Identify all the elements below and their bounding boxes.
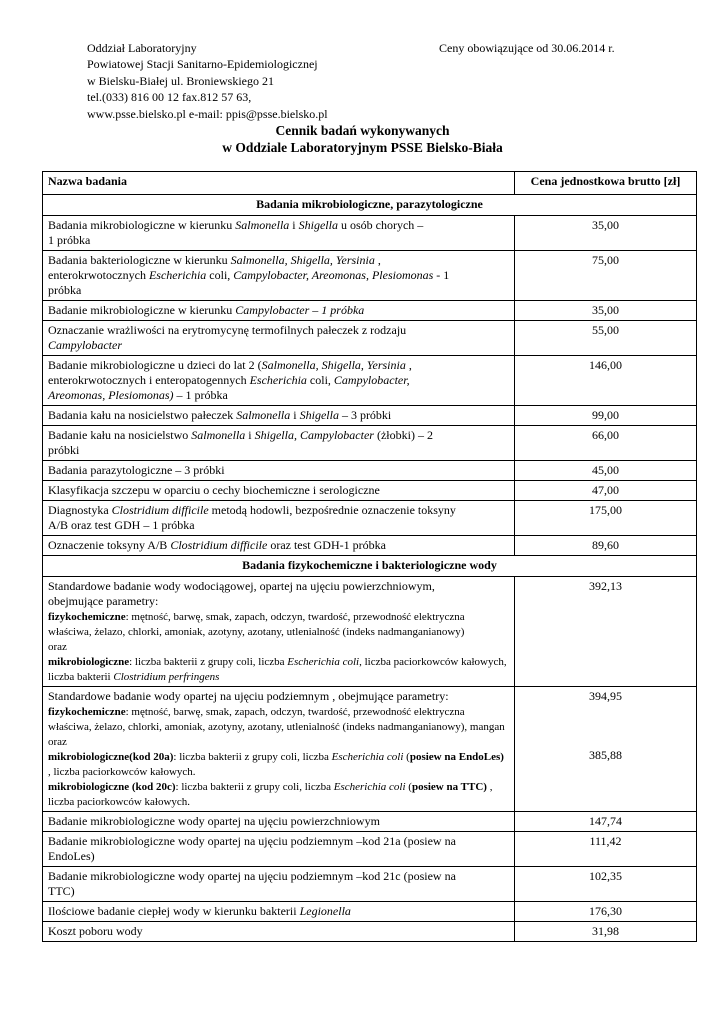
test-price: 111,42 (515, 832, 697, 867)
test-price: 176,30 (515, 902, 697, 922)
section-header-water: Badania fizykochemiczne i bakteriologiczne wody (43, 556, 697, 577)
test-name: Badania mikrobiologiczne w kierunku Salmonella i Shigella u osób chorych – 1 próbka (43, 216, 515, 251)
test-name: Klasyfikacja szczepu w oparciu o cechy biochemiczne i serologiczne (43, 481, 515, 501)
test-price: 175,00 (515, 501, 697, 536)
test-name: Standardowe badanie wody opartej na ujęciu podziemnym , obejmujące parametry: fizykochemiczne: mętność, barwę, smak, zapach, odczyn, twardość, przewodność elektryczna właściwa, żelazo, chlorki, amoniak, azotyny, azotany, utlenialność (indeks nadmanganianowy), mangan oraz mikrobiologiczne(kod 20a): liczba bakterii z grupy coli, liczba Escherichia coli (posiew na EndoLes) , liczba paciorkowców kałowych. mikrobiologiczne (kod 20c): liczba bakterii z grupy coli, liczba Escherichia coli (posiew na TTC) , liczba paciorkowców kałowych. (43, 687, 515, 812)
prices-valid-from: Ceny obowiązujące od 30.06.2014 r. (439, 41, 615, 55)
test-name: Oznaczenie toksyny A/B Clostridium difficile oraz test GDH-1 próbka (43, 536, 515, 556)
table-row (43, 687, 697, 812)
table-row (43, 406, 697, 426)
table-row (43, 922, 697, 942)
test-name: Badanie mikrobiologiczne u dzieci do lat 2 (Salmonella, Shigella, Yersinia , enterokrwotocznych i enteropatogennych Escherichia coli, Campylobacter, Areomonas, Plesiomonas) – 1 próbka (43, 356, 515, 406)
test-price: 89,60 (515, 536, 697, 556)
test-name: Badanie mikrobiologiczne w kierunku Campylobacter – 1 próbka (43, 301, 515, 321)
test-price-20a: 394,95 (589, 689, 622, 703)
column-header-price: Cena jednostkowa brutto [zł] (515, 172, 697, 195)
table-row (43, 461, 697, 481)
test-price: 45,00 (515, 461, 697, 481)
org-name: Oddział Laboratoryjny (87, 41, 197, 55)
test-price: 31,98 (515, 922, 697, 942)
test-name: Oznaczanie wrażliwości na erytromycynę termofilnych pałeczek z rodzaju Campylobacter (43, 321, 515, 356)
table-row (43, 832, 697, 867)
table-header-row (43, 172, 697, 195)
test-name: Badania kału na nosicielstwo pałeczek Salmonella i Shigella – 3 próbki (43, 406, 515, 426)
table-row (43, 501, 697, 536)
table-row (43, 216, 697, 251)
test-name: Ilościowe badanie ciepłej wody w kierunku bakterii Legionella (43, 902, 515, 922)
table-row (43, 426, 697, 461)
test-price: 66,00 (515, 426, 697, 461)
table-row (43, 902, 697, 922)
test-price: 47,00 (515, 481, 697, 501)
test-price: 75,00 (515, 251, 697, 301)
column-header-name: Nazwa badania (43, 172, 515, 195)
lab-header (87, 40, 647, 122)
test-price: 102,35 (515, 867, 697, 902)
page-title: Cennik badań wykonywanych (275, 123, 450, 138)
test-price: 99,00 (515, 406, 697, 426)
table-row (43, 356, 697, 406)
test-price (515, 687, 697, 812)
page-subtitle: w Oddziale Laboratoryjnym PSSE Bielsko-Biała (222, 140, 503, 155)
org-phone: tel.(033) 816 00 12 fax.812 57 63, (87, 90, 252, 105)
test-name: Badanie mikrobiologiczne wody opartej na ujęciu powierzchniowym (43, 812, 515, 832)
test-price: 55,00 (515, 321, 697, 356)
section-header-microbiology: Badania mikrobiologiczne, parazytologiczne (43, 195, 697, 216)
test-name: Badania bakteriologiczne w kierunku Salmonella, Shigella, Yersinia , enterokrwotocznych Escherichia coli, Campylobacter, Areomonas, Plesiomonas - 1 próbka (43, 251, 515, 301)
org-address: w Bielsku-Białej ul. Broniewskiego 21 (87, 73, 274, 88)
test-name: Koszt poboru wody (43, 922, 515, 942)
test-name: Badanie mikrobiologiczne wody opartej na ujęciu podziemnym –kod 21c (posiew na TTC) (43, 867, 515, 902)
table-row (43, 577, 697, 687)
test-price: 146,00 (515, 356, 697, 406)
table-row (43, 481, 697, 501)
table-row (43, 812, 697, 832)
test-price: 147,74 (515, 812, 697, 832)
test-price: 35,00 (515, 216, 697, 251)
test-price: 392,13 (515, 577, 697, 687)
org-web-email: www.psse.bielsko.pl e-mail: ppis@psse.bielsko.pl (87, 106, 328, 121)
table-row (43, 321, 697, 356)
test-name: Badania parazytologiczne – 3 próbki (43, 461, 515, 481)
table-row (43, 536, 697, 556)
test-price-20c: 385,88 (589, 748, 622, 762)
table-row (43, 251, 697, 301)
test-name: Badanie kału na nosicielstwo Salmonella i Shigella, Campylobacter (żłobki) – 2 próbki (43, 426, 515, 461)
table-row (43, 301, 697, 321)
test-name: Standardowe badanie wody wodociągowej, opartej na ujęciu powierzchniowym, obejmujące parametry: fizykochemiczne: mętność, barwę, smak, zapach, odczyn, twardość, przewodność elektryczna właściwa, żelazo, chlorki, amoniak, azotyny, azotany, utlenialność (indeks nadmanganianowy) oraz mikrobiologiczne: liczba bakterii z grupy coli, liczba Escherichia coli, liczba paciorkowców kałowych, liczba bakterii Clostridium perfringens (43, 577, 515, 687)
table-row (43, 867, 697, 902)
org-parent: Powiatowej Stacji Sanitarno-Epidemiologicznej (87, 57, 318, 72)
test-name: Diagnostyka Clostridium difficile metodą hodowli, bezpośrednie oznaczenie toksyny A/B oraz test GDH – 1 próbka (43, 501, 515, 536)
test-price: 35,00 (515, 301, 697, 321)
price-table (42, 171, 697, 942)
test-name: Badanie mikrobiologiczne wody opartej na ujęciu podziemnym –kod 21a (posiew na EndoLes) (43, 832, 515, 867)
